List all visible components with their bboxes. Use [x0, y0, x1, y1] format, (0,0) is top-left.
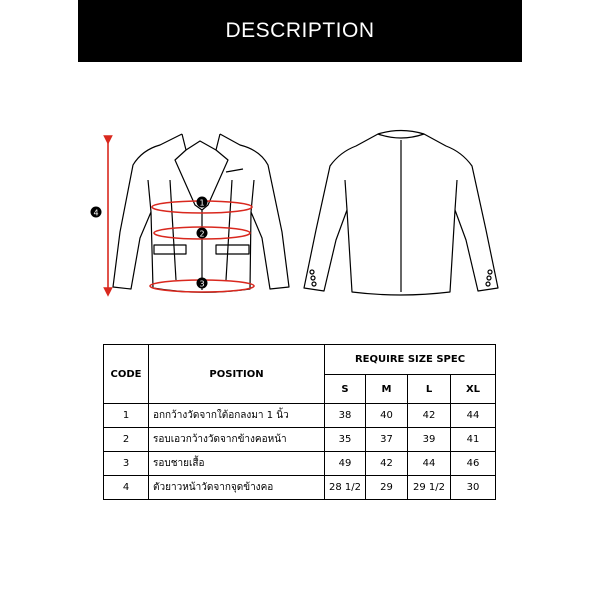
jacket-illustration: [0, 110, 600, 310]
row-value-m: 40: [366, 404, 408, 428]
row-position: รอบชายเสื้อ: [149, 452, 325, 476]
header-size-m: M: [366, 375, 408, 404]
table-row: [104, 404, 496, 428]
header-size-xl: XL: [451, 375, 496, 404]
row-code: 1: [104, 404, 149, 428]
row-value-l: 29 1/2: [408, 476, 451, 500]
row-code: 4: [104, 476, 149, 500]
row-value-xl: 30: [451, 476, 496, 500]
row-value-l: 44: [408, 452, 451, 476]
measurement-arrows: [108, 140, 254, 292]
row-value-xl: 41: [451, 428, 496, 452]
row-value-s: 35: [325, 428, 366, 452]
row-position: รอบเอวกว้างวัดจากข้างคอหน้า: [149, 428, 325, 452]
svg-text:4: 4: [93, 208, 99, 218]
svg-text:1: 1: [199, 198, 205, 208]
header-code: CODE: [104, 345, 149, 404]
header-size-l: L: [408, 375, 451, 404]
row-position: อกกว้างวัดจากใต้อกลงมา 1 นิ้ว: [149, 404, 325, 428]
svg-text:2: 2: [199, 229, 205, 239]
row-value-xl: 46: [451, 452, 496, 476]
table-row: [104, 452, 496, 476]
size-spec-table: [103, 344, 496, 500]
row-value-l: 39: [408, 428, 451, 452]
marker-4: [91, 207, 102, 218]
row-code: 3: [104, 452, 149, 476]
table-row: [104, 476, 496, 500]
row-value-m: 37: [366, 428, 408, 452]
table-row: [104, 428, 496, 452]
row-value-xl: 44: [451, 404, 496, 428]
svg-text:3: 3: [199, 279, 205, 289]
row-value-s: 28 1/2: [325, 476, 366, 500]
row-position: ตัวยาวหน้าวัดจากจุดข้างคอ: [149, 476, 325, 500]
row-value-s: 49: [325, 452, 366, 476]
page-title: DESCRIPTION: [225, 19, 375, 42]
header-size-spec: REQUIRE SIZE SPEC: [325, 345, 496, 375]
marker-3: [197, 278, 208, 289]
row-value-m: 29: [366, 476, 408, 500]
row-value-s: 38: [325, 404, 366, 428]
header-position: POSITION: [149, 345, 325, 404]
header-bar: [78, 0, 522, 62]
row-value-l: 42: [408, 404, 451, 428]
row-value-m: 42: [366, 452, 408, 476]
marker-1: [197, 197, 208, 208]
row-code: 2: [104, 428, 149, 452]
header-size-s: S: [325, 375, 366, 404]
jacket-back: [304, 131, 498, 296]
marker-2: [197, 228, 208, 239]
